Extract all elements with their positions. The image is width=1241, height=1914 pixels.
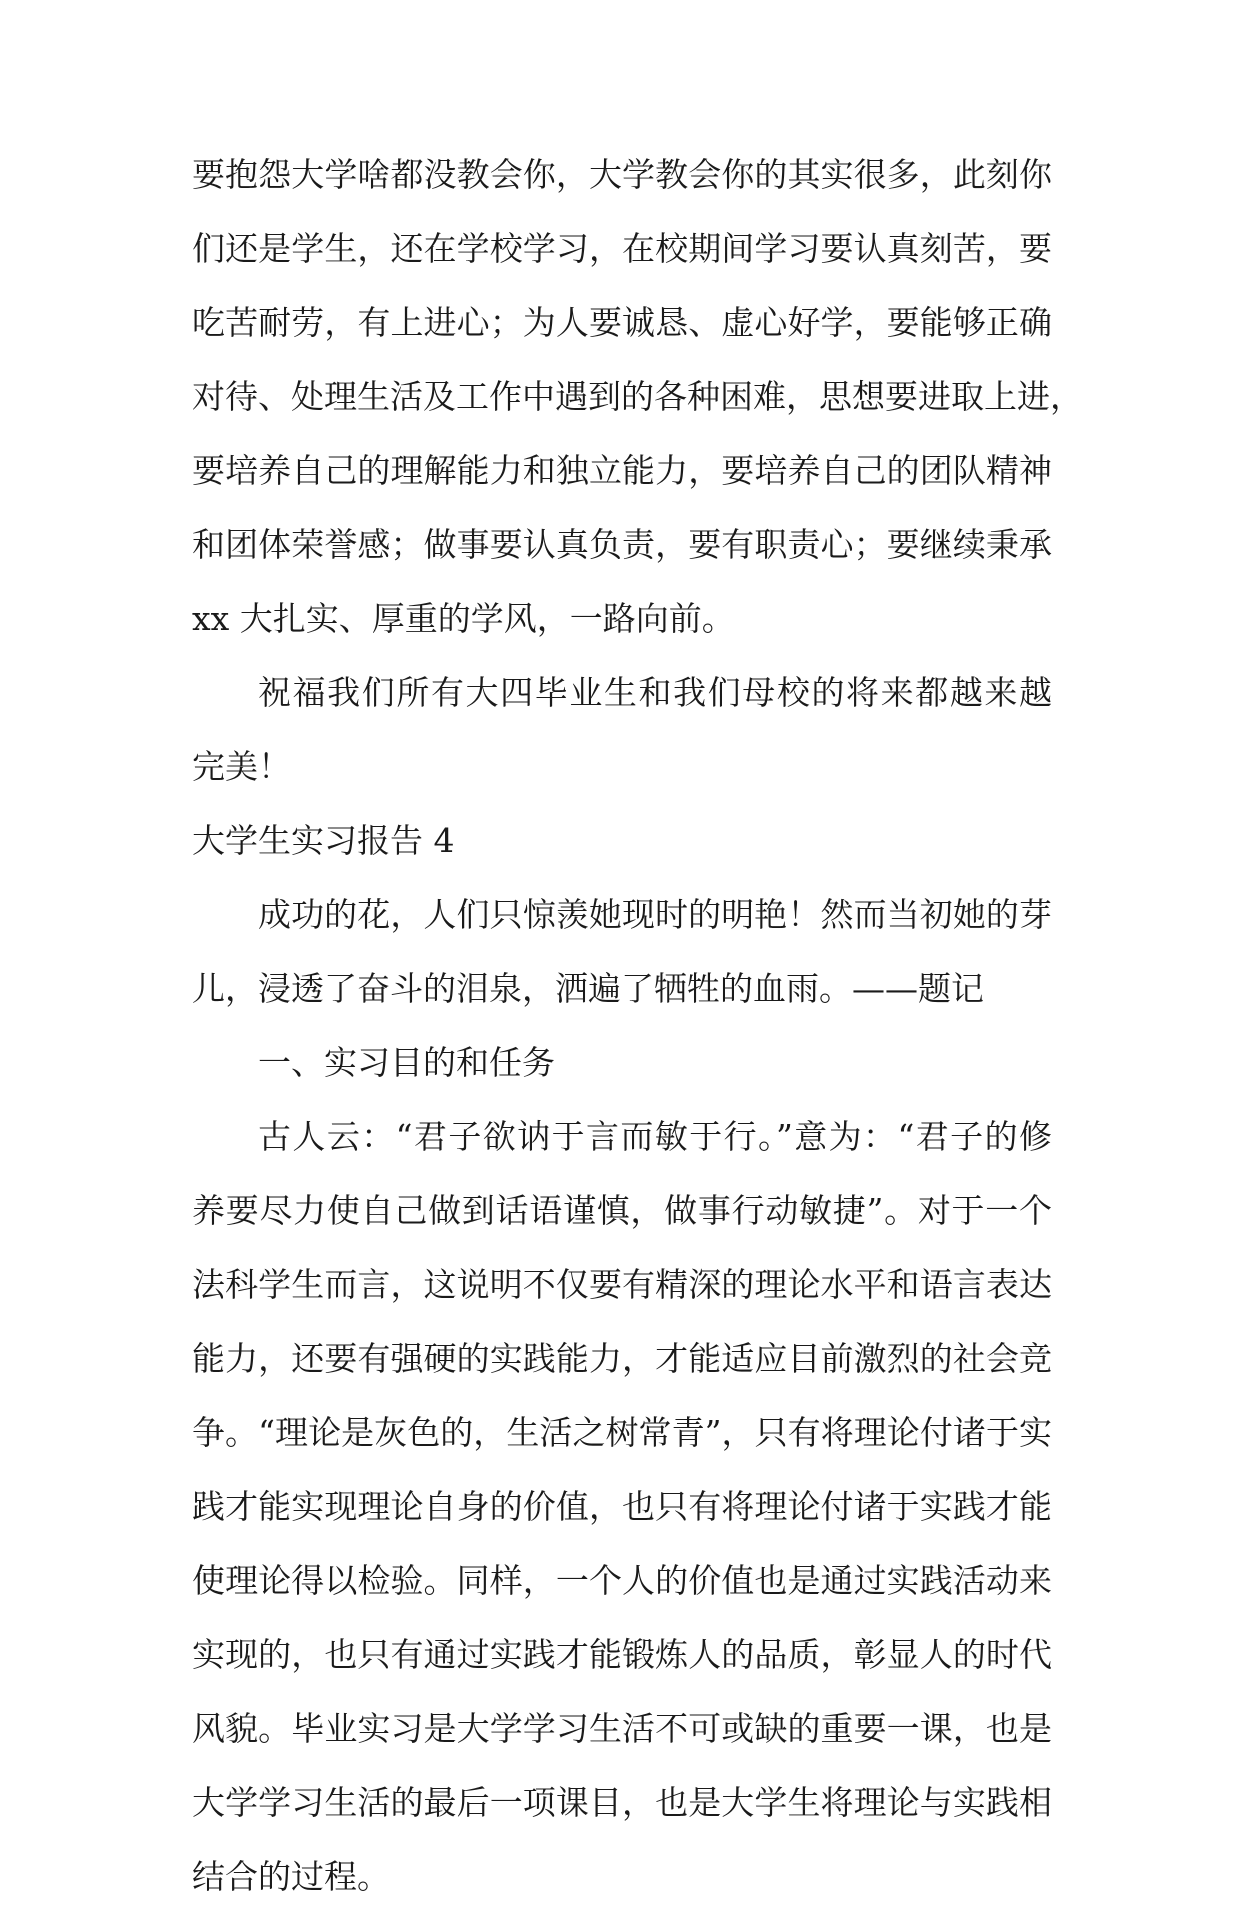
text-line: 风貌。毕业实习是大学学习生活不可或缺的重要一课，也是 [192, 1709, 1052, 1748]
text-line: 祝福我们所有大四毕业生和我们母校的将来都越来越 [258, 673, 1052, 712]
text-line: 使理论得以检验。同样，一个人的价值也是通过实践活动来 [192, 1561, 1052, 1600]
heading-text: 大学生实习报告 4 [192, 821, 455, 860]
document-page [192, 138, 1083, 1914]
text-line: 大学学习生活的最后一项课目，也是大学生将理论与实践相 [192, 1783, 1052, 1822]
text-line: 儿，浸透了奋斗的泪泉，洒遍了牺牲的血雨。——题记 [192, 969, 984, 1008]
section-heading [192, 1026, 1052, 1100]
text-line: 养要尽力使自己做到话语谨慎，做事行动敏捷”。对于一个 [192, 1191, 1052, 1230]
text-line: 要抱怨大学啥都没教会你，大学教会你的其实很多，此刻你 [192, 155, 1052, 194]
text-line: 践才能实现理论自身的价值，也只有将理论付诸于实践才能 [192, 1487, 1052, 1526]
paragraph-4 [192, 1100, 1052, 1914]
report-heading [192, 804, 1052, 878]
text-line: 完美！ [192, 747, 291, 786]
text-line: 实现的，也只有通过实践才能锻炼人的品质，彰显人的时代 [192, 1635, 1052, 1674]
paragraph-3 [192, 878, 1052, 1026]
text-line: 成功的花，人们只惊羡她现时的明艳！然而当初她的芽 [258, 895, 1052, 934]
text-line: 争。“理论是灰色的，生活之树常青”，只有将理论付诸于实 [192, 1413, 1052, 1452]
paragraph-2 [192, 656, 1052, 804]
text-line: xx 大扎实、厚重的学风，一路向前。 [192, 599, 735, 638]
text-line: 结合的过程。 [192, 1857, 390, 1896]
text-line: 古人云：“君子欲讷于言而敏于行。”意为：“君子的修 [258, 1117, 1052, 1156]
text-line: 法科学生而言，这说明不仅要有精深的理论水平和语言表达 [192, 1265, 1052, 1304]
text-line: 对待、处理生活及工作中遇到的各种困难，思想要进取上进， [192, 377, 1083, 416]
text-line: 们还是学生，还在学校学习，在校期间学习要认真刻苦，要 [192, 229, 1052, 268]
section-title: 一、实习目的和任务 [258, 1043, 555, 1082]
text-line: 和团体荣誉感；做事要认真负责，要有职责心；要继续秉承 [192, 525, 1052, 564]
text-line: 能力，还要有强硬的实践能力，才能适应目前激烈的社会竞 [192, 1339, 1052, 1378]
text-line: 要培养自己的理解能力和独立能力，要培养自己的团队精神 [192, 451, 1052, 490]
paragraph-1 [192, 138, 1083, 656]
text-line: 吃苦耐劳，有上进心；为人要诚恳、虚心好学，要能够正确 [192, 303, 1052, 342]
